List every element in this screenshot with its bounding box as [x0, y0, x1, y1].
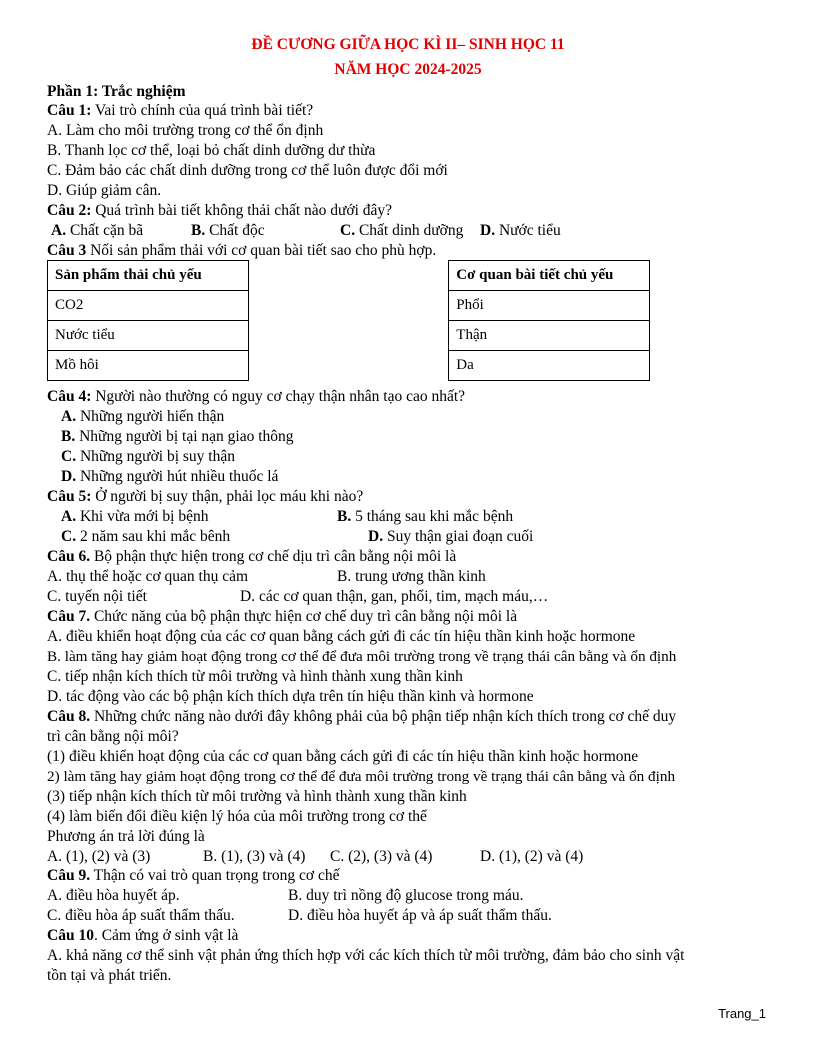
- q2-option-d: D. Nước tiểu: [480, 222, 561, 239]
- part-heading: Phần 1: Trắc nghiệm: [47, 83, 186, 100]
- q9-option-a: A. điều hòa huyết áp.: [47, 887, 180, 904]
- q5-option-b: B. 5 tháng sau khi mắc bệnh: [337, 508, 514, 525]
- table-gap: [248, 261, 449, 381]
- question-6: Câu 6. Bộ phận thực hiện trong cơ chế dịu trì cân bằng nội môi là: [47, 548, 457, 565]
- q8-option-d: D. (1), (2) và (4): [480, 848, 584, 865]
- q9-option-b: B. duy trì nồng độ glucose trong máu.: [288, 887, 524, 904]
- q4-option-d: D. Những người hút nhiều thuốc lá: [61, 468, 279, 485]
- question-2: Câu 2: Quá trình bài tiết không thải chất nào dưới đây?: [47, 202, 393, 219]
- q9-option-d: D. điều hòa huyết áp và áp suất thẩm thấu.: [288, 907, 552, 924]
- q1-option-d: D. Giúp giảm cân.: [47, 182, 162, 199]
- q8-statement-4: (4) làm biến đổi điều kiện lý hóa của môi trường trong cơ thể: [47, 808, 427, 825]
- q5-option-d: D. Suy thận giai đoạn cuối: [368, 528, 534, 545]
- q4-option-c: C. Những người bị suy thận: [61, 448, 235, 465]
- question-1: Câu 1: Vai trò chính của quá trình bài tiết?: [47, 102, 314, 119]
- question-8: Câu 8. Những chức năng nào dưới đây không phải của bộ phận tiếp nhận kích thích trong cơ chế duy: [47, 708, 677, 725]
- question-8-continued: trì cân bằng nội môi?: [47, 728, 179, 745]
- question-5: Câu 5: Ở người bị suy thận, phải lọc máu khi nào?: [47, 488, 364, 505]
- table-header: Sản phẩm thải chủ yếu: [48, 261, 249, 291]
- q6-option-d: D. các cơ quan thận, gan, phổi, tim, mạch máu,…: [240, 588, 549, 605]
- q5-option-a: A. Khi vừa mới bị bệnh: [61, 508, 209, 525]
- q1-option-a: A. Làm cho môi trường trong cơ thể ổn định: [47, 122, 324, 139]
- q2-option-a: A. Chất cặn bã: [51, 222, 144, 239]
- table-cell: CO2: [48, 291, 249, 321]
- q8-statement-1: (1) điều khiển hoạt động của các cơ quan bằng cách gửi đi các tín hiệu thần kinh hoặc hormone: [47, 748, 639, 765]
- q5-option-c: C. 2 năm sau khi mắc bênh: [61, 528, 231, 545]
- table-cell: Nước tiểu: [48, 321, 249, 351]
- table-cell: Thận: [449, 321, 650, 351]
- q8-option-a: A. (1), (2) và (3): [47, 848, 151, 865]
- question-7: Câu 7. Chức năng của bộ phận thực hiện cơ chế duy trì cân bằng nội môi là: [47, 608, 518, 625]
- table-header-row: [48, 261, 650, 291]
- q8-statement-3: (3) tiếp nhận kích thích từ môi trường và hình thành xung thần kinh: [47, 788, 467, 805]
- q4-option-b: B. Những người bị tại nạn giao thông: [61, 428, 294, 445]
- q8-statement-2: 2) làm tăng hay giảm hoạt động trong cơ thể để đưa môi trường trong về trạng thái cân bằng và ổn định: [47, 768, 676, 785]
- matching-table: [47, 260, 650, 381]
- question-4: Câu 4: Người nào thường có nguy cơ chạy thận nhân tạo cao nhất?: [47, 388, 466, 405]
- q7-option-a: A. điều khiển hoạt động của các cơ quan bằng cách gửi đi các tín hiệu thần kinh hoặc hormone: [47, 628, 636, 645]
- q7-option-d: D. tác động vào các bộ phận kích thích dựa trên tín hiệu thần kinh và hormone: [47, 688, 534, 705]
- table-header: Cơ quan bài tiết chủ yếu: [449, 261, 650, 291]
- q6-option-b: B. trung ương thần kinh: [337, 568, 486, 585]
- q1-option-b: B. Thanh lọc cơ thể, loại bỏ chất dinh dưỡng dư thừa: [47, 142, 376, 159]
- q7-option-c: C. tiếp nhận kích thích từ môi trường và hình thành xung thần kinh: [47, 668, 463, 685]
- q9-option-c: C. điều hòa áp suất thẩm thấu.: [47, 907, 235, 924]
- document-title: ĐỀ CƯƠNG GIỮA HỌC KÌ II– SINH HỌC 11: [251, 36, 565, 53]
- question-3: Câu 3 Nối sản phẩm thải với cơ quan bài tiết sao cho phù hợp.: [47, 242, 437, 259]
- q8-answer-prompt: Phương án trả lời đúng là: [47, 828, 205, 845]
- q4-option-a: A. Những người hiến thận: [61, 408, 225, 425]
- table-cell: Phổi: [449, 291, 650, 321]
- page-number: Trang_1: [718, 1006, 766, 1021]
- q10-option-a: A. khả năng cơ thể sinh vật phản ứng thích hợp với các kích thích từ môi trường, đảm bảo cho sinh vật: [47, 947, 685, 964]
- q1-option-c: C. Đảm bảo các chất dinh dưỡng trong cơ thể luôn được đổi mới: [47, 162, 448, 179]
- q8-option-b: B. (1), (3) và (4): [203, 848, 306, 865]
- table-cell: Mồ hôi: [48, 351, 249, 381]
- q6-option-a: A. thụ thể hoặc cơ quan thụ cảm: [47, 568, 249, 585]
- q7-option-b: B. làm tăng hay giảm hoạt động trong cơ thể để đưa môi trường trong về trạng thái cân bằng và ổn định: [47, 648, 677, 665]
- q2-option-b: B. Chất độc: [191, 222, 265, 239]
- question-10: Câu 10. Cảm ứng ở sinh vật là: [47, 927, 239, 944]
- document-subtitle: NĂM HỌC 2024-2025: [334, 61, 482, 78]
- q8-option-c: C. (2), (3) và (4): [330, 848, 433, 865]
- table-cell: Da: [449, 351, 650, 381]
- q6-option-c: C. tuyến nội tiết: [47, 588, 147, 605]
- q10-option-a-continued: tồn tại và phát triển.: [47, 967, 172, 984]
- question-9: Câu 9. Thận có vai trò quan trọng trong cơ chế: [47, 867, 340, 884]
- q2-option-c: C. Chất dinh dưỡng: [340, 222, 464, 239]
